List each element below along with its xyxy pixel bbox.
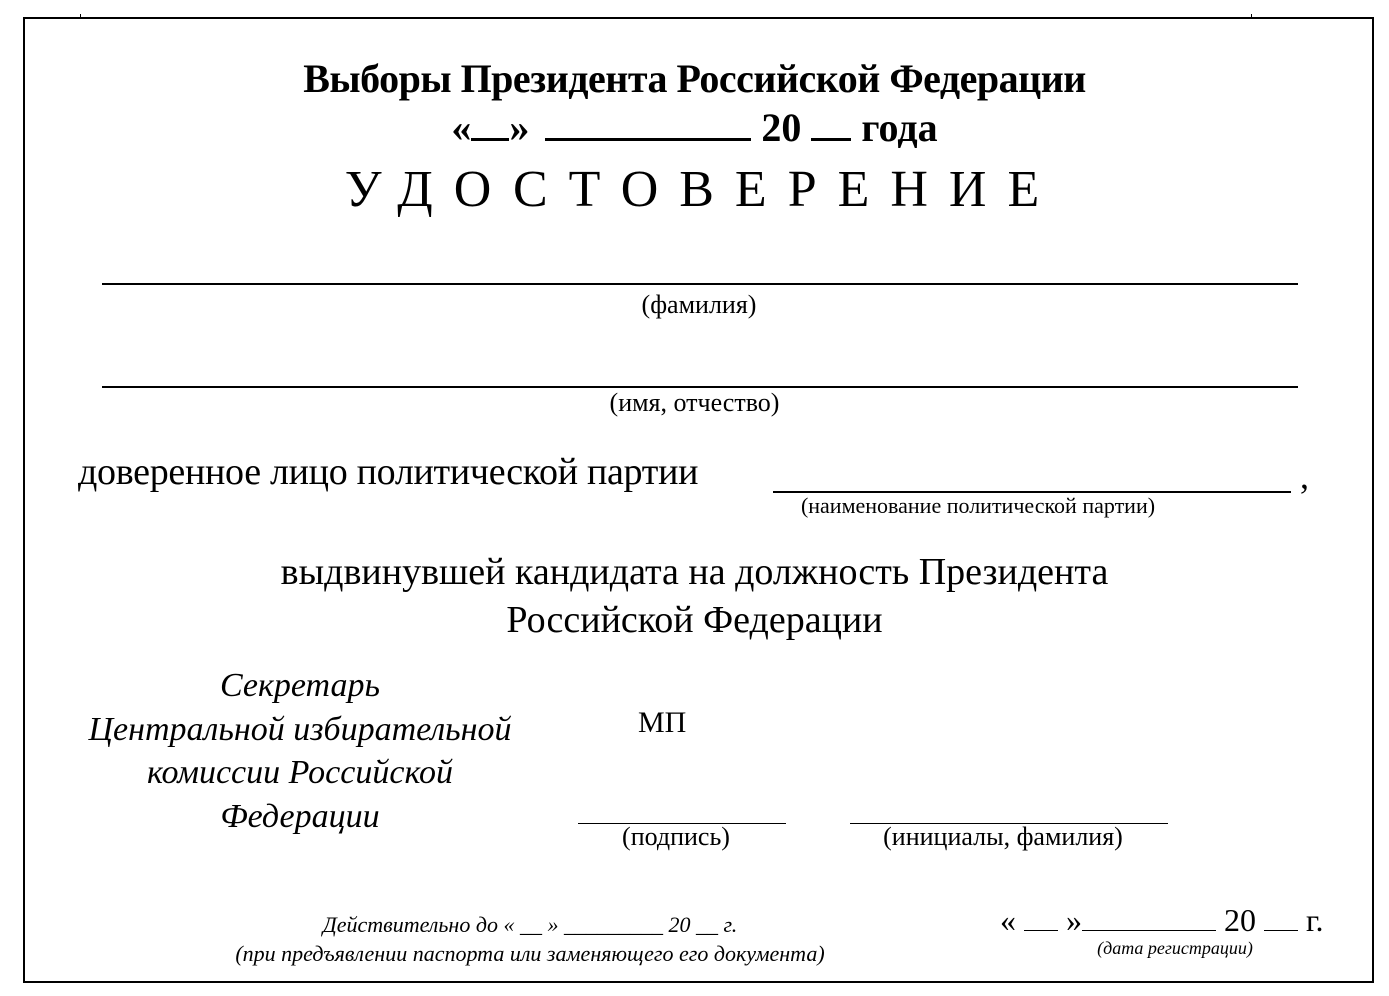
year-suffix: года <box>861 105 938 150</box>
day-blank[interactable] <box>471 110 509 141</box>
secretary-line-2: Центральной избирательной <box>88 710 512 748</box>
nomination-line-2: Российской Федерации <box>506 599 883 641</box>
signature-caption: (подпись) <box>622 822 730 851</box>
surname-caption: (фамилия) <box>641 290 757 319</box>
date-open-quote: « <box>451 105 472 150</box>
validity-note <box>190 910 870 968</box>
nomination-text <box>0 548 1389 644</box>
reg-open-quote: « <box>1000 902 1016 938</box>
secretary-line-4: Федерации <box>220 797 380 835</box>
secretary-title <box>55 664 545 838</box>
registration-date-caption: (дата регистрации) <box>1097 938 1253 958</box>
name-patronymic-caption: (имя, отчество) <box>609 388 780 417</box>
party-name-caption: (наименование политической партии) <box>800 493 1156 518</box>
nomination-line-1: выдвинувшей кандидата на должность Президента <box>280 551 1109 593</box>
corner-tick <box>1251 14 1252 17</box>
comma: , <box>1300 456 1309 496</box>
secretary-line-3: комиссии Российской <box>146 754 454 791</box>
reg-year-blank[interactable] <box>1264 908 1298 931</box>
month-blank[interactable] <box>545 110 751 141</box>
reg-year-prefix: 20 <box>1224 902 1256 938</box>
secretary-line-1: Секретарь <box>220 667 380 704</box>
validity-date-line: Действительно до « __ » _________ 20 __ г. <box>322 912 738 937</box>
year-prefix: 20 <box>761 105 802 150</box>
date-close-quote: » <box>509 105 530 150</box>
reg-close-quote: » <box>1066 902 1082 938</box>
surname-field-line[interactable] <box>102 283 1298 285</box>
stamp-place-label: МП <box>638 706 687 739</box>
reg-day-blank[interactable] <box>1024 908 1058 931</box>
registration-date-row <box>1000 902 1324 939</box>
year-blank[interactable] <box>811 110 851 141</box>
election-title: Выборы Президента Российской Федерации <box>303 56 1086 101</box>
corner-tick <box>80 14 81 17</box>
trusted-person-text: доверенное лицо политической партии <box>78 451 699 493</box>
initials-surname-caption: (инициалы, фамилия) <box>883 822 1123 851</box>
reg-month-blank[interactable] <box>1082 908 1216 931</box>
document-type-heading: УДОСТОВЕРЕНИЕ <box>344 161 1061 218</box>
validity-condition-line: (при предъявлении паспорта или заменяющего его документа) <box>235 941 825 966</box>
issue-date-row <box>0 104 1389 151</box>
reg-suffix: г. <box>1306 902 1324 938</box>
